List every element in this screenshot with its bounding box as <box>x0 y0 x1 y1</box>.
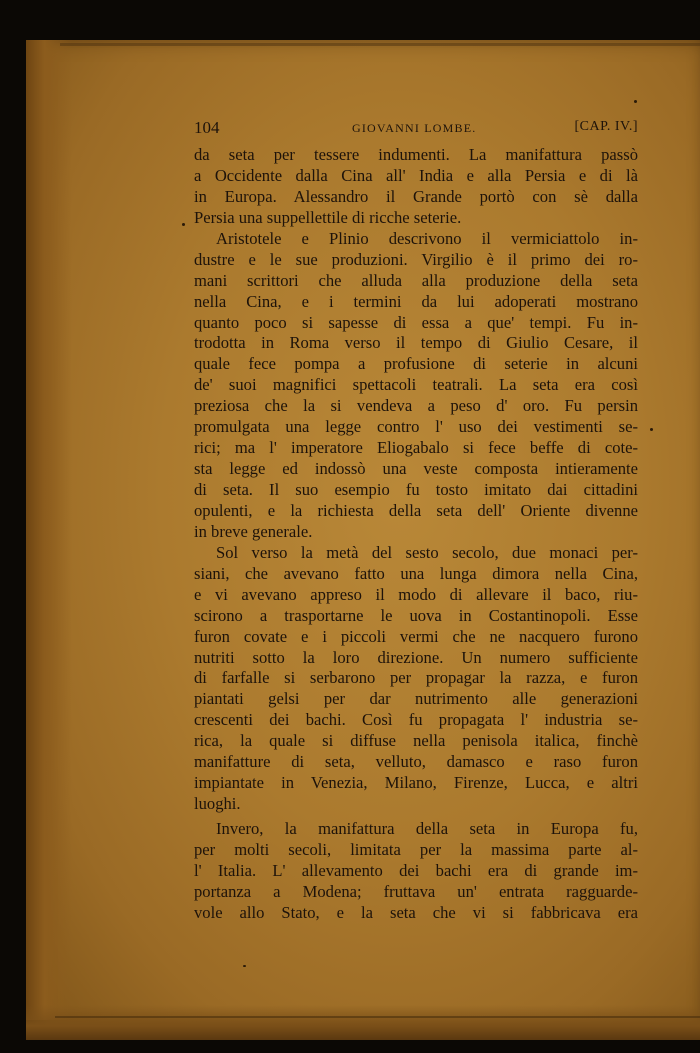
paragraph <box>194 145 638 229</box>
text-line: l' Italia. L' allevamento dei bachi era di grande im- <box>194 860 638 880</box>
paragraph <box>194 819 638 924</box>
text-line: e vi avevano appreso il modo di allevare il baco, riu- <box>194 584 638 604</box>
body-text <box>194 145 638 924</box>
text-line: portanza a Modena; fruttava un' entrata ragguarde- <box>194 881 638 901</box>
text-line: in breve generale. <box>194 521 313 541</box>
text-line: nella Cina, e i termini da lui adoperati mostrano <box>194 291 638 311</box>
text-line: impiantate in Venezia, Milano, Firenze, Lucca, e altri <box>194 773 638 793</box>
text-line: Aristotele e Plinio descrivono il vermiciattolo in- <box>216 228 638 248</box>
text-line: manifatture di seta, velluto, damasco e raso furon <box>194 752 638 772</box>
page-fold-line <box>55 1016 700 1018</box>
text-line: nutriti sotto la loro direzione. Un numero sufficiente <box>194 647 638 667</box>
ink-speck <box>650 428 653 431</box>
text-line: vole allo Stato, e la seta che vi si fabbricava era <box>194 902 638 922</box>
text-line: promulgata una legge contro l' uso dei vestimenti se- <box>194 417 638 437</box>
text-line: siani, che avevano fatto una lunga dimora nella Cina, <box>194 563 638 583</box>
text-line: opulenti, e la richiesta della seta dell' Oriente divenne <box>194 500 638 520</box>
running-header <box>194 118 638 140</box>
text-line: trodotta in Roma verso il tempo di Giulio Cesare, il <box>194 333 638 353</box>
text-line: dustre e le sue produzioni. Virgilio è il primo dei ro- <box>194 249 638 269</box>
text-line: crescenti dei bachi. Così fu propagata l' industria se- <box>194 710 638 730</box>
text-line: rici; ma l' imperatore Eliogabalo si fece beffe di cote- <box>194 438 638 458</box>
text-line: da seta per tessere indumenti. La manifattura passò <box>194 145 638 164</box>
page-left-edge <box>26 40 72 1020</box>
ink-speck <box>634 100 637 103</box>
paragraph <box>194 543 638 815</box>
text-line: sta legge ed indossò una veste composta intieramente <box>194 459 638 479</box>
text-line: quanto poco si sapesse di essa a que' tempi. Fu in- <box>194 312 638 332</box>
text-line: di farfalle si serbarono per propagar la razza, e furon <box>194 668 638 688</box>
text-line: rica, la quale si diffuse nella penisola italica, finchè <box>194 731 638 751</box>
text-line: preziosa che la si vendeva a peso d' oro. Fu persin <box>194 396 638 416</box>
text-line: a Occidente dalla Cina all' India e alla Persia e di là <box>194 165 638 185</box>
running-title: GIOVANNI LOMBE. <box>352 121 477 135</box>
text-line: quale fece pompa a profusione di seterie in alcuni <box>194 354 638 374</box>
text-line: di seta. Il suo esempio fu tosto imitato dai cittadini <box>194 480 638 499</box>
text-line: piantati gelsi per dar nutrimento alle generazioni <box>194 689 638 709</box>
text-line: luoghi. <box>194 794 241 814</box>
text-line: de' suoi magnifici spettacoli teatrali. La seta era così <box>194 375 638 395</box>
paragraph <box>194 229 638 543</box>
page-number: 104 <box>194 118 220 137</box>
chapter-label: [CAP. IV.] <box>574 119 638 134</box>
text-line: scirono a trasportarne le uova in Costantinopoli. Esse <box>194 605 638 625</box>
text-line: furon covate e i piccoli vermi che ne nacquero furono <box>194 626 638 646</box>
ink-speck <box>182 223 185 226</box>
text-line: per molti secoli, limitata per la massima parte al- <box>194 839 638 859</box>
page-top-edge <box>60 43 700 46</box>
page-bottom-edge <box>26 1005 700 1040</box>
text-line: in Europa. Alessandro il Grande portò con sè dalla <box>194 186 638 206</box>
text-line: Sol verso la metà del sesto secolo, due monaci per- <box>216 542 638 562</box>
text-line: mani scrittori che alluda alla produzione della seta <box>194 270 638 290</box>
ink-speck <box>243 965 246 967</box>
text-line: Invero, la manifattura della seta in Europa fu, <box>216 819 638 838</box>
text-line: Persia una suppellettile di ricche seterie. <box>194 207 462 227</box>
